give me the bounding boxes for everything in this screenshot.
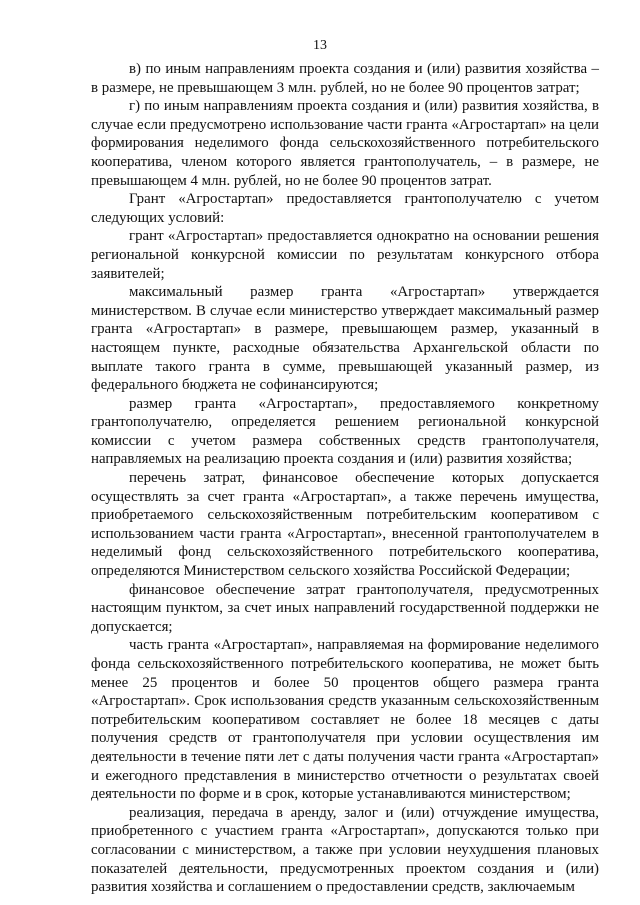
paragraph-grant-conditions-intro: Грант «Агростартап» предоставляется грантополучателю с учетом следующих условий:	[91, 191, 599, 226]
paragraph-condition-cost-list: перечень затрат, финансовое обеспечение которых допускается осуществлять за счет гранта «Агростартап», а также перечень имущества, приобретаемого сельскохозяйственным потребительским кооперативом с использованием части гранта «Агростартап», внесенной грантополучателем в неделимый фонд сельскохозяйственного потребительского кооператива, определяются Министерством сельского хозяйства Российской Федерации;	[91, 470, 599, 580]
paragraph-condition-max-size: максимальный размер гранта «Агростартап» утверждается министерством. В случае если министерство утверждает максимальный размер гранта «Агростартап» в размере, превышающем размер, указанный в настоящем пункте, расходные обязательства Архангельской области по выплате такого гранта в сумме, превышающей указанный размер, из федерального бюджета не софинансируются;	[91, 284, 599, 394]
paragraph-subitem-g: г) по иным направлениям проекта создания и (или) развития хозяйства, в случае если предусмотрено использование части гранта «Агростартап» на цели формирования неделимого фонда сельскохозяйственного потребительского кооператива, членом которого является грантополучатель, – в размере, не превышающем 4 млн. рублей, но не более 90 процентов затрат.	[91, 98, 599, 189]
paragraph-condition-grant-size: размер гранта «Агростартап», предоставляемого конкретному грантополучателю, определяется решением региональной конкурсной комиссии с учетом размера собственных средств грантополучателя, направляемых на реализацию проекта создания и (или) развития хозяйства;	[91, 395, 599, 468]
paragraph-condition-property-disposal: реализация, передача в аренду, залог и (или) отчуждение имущества, приобретенного с участием гранта «Агростартап», допускаются только при согласовании с министерством, а также при условии неухудшения плановых показателей деятельности, предусмотренных проектом создания и (или) развития хозяйства и соглашением о предоставлении средств, заключаемым	[91, 804, 599, 896]
paragraph-condition-no-other-support: финансовое обеспечение затрат грантополучателя, предусмотренных настоящим пунктом, за счет иных направлений государственной поддержки не допускается;	[91, 581, 599, 635]
paragraph-condition-indivisible-fund: часть гранта «Агростартап», направляемая на формирование неделимого фонда сельскохозяйственного потребительского кооператива, не может быть менее 25 процентов и более 50 процентов общего размера гранта «Агростартап». Срок использования средств указанным сельскохозяйственным потребительским кооперативом составляет не более 18 месяцев с даты получения средств от грантополучателя при условии осуществления им деятельности в течение пяти лет с даты получения части гранта «Агростартап» и ежегодного представления в министерство отчетности о результатах своей деятельности по форме и в срок, которые устанавливаются министерством;	[91, 637, 599, 803]
paragraph-subitem-v: в) по иным направлениям проекта создания и (или) развития хозяйства – в размере, не превышающем 3 млн. рублей, но не более 90 процентов затрат;	[91, 61, 599, 96]
page-number: 13	[313, 38, 327, 53]
body-text	[91, 60, 599, 897]
paragraph-condition-one-time: грант «Агростартап» предоставляется однократно на основании решения региональной конкурсной комиссии по результатам конкурсного отбора заявителей;	[91, 228, 599, 282]
